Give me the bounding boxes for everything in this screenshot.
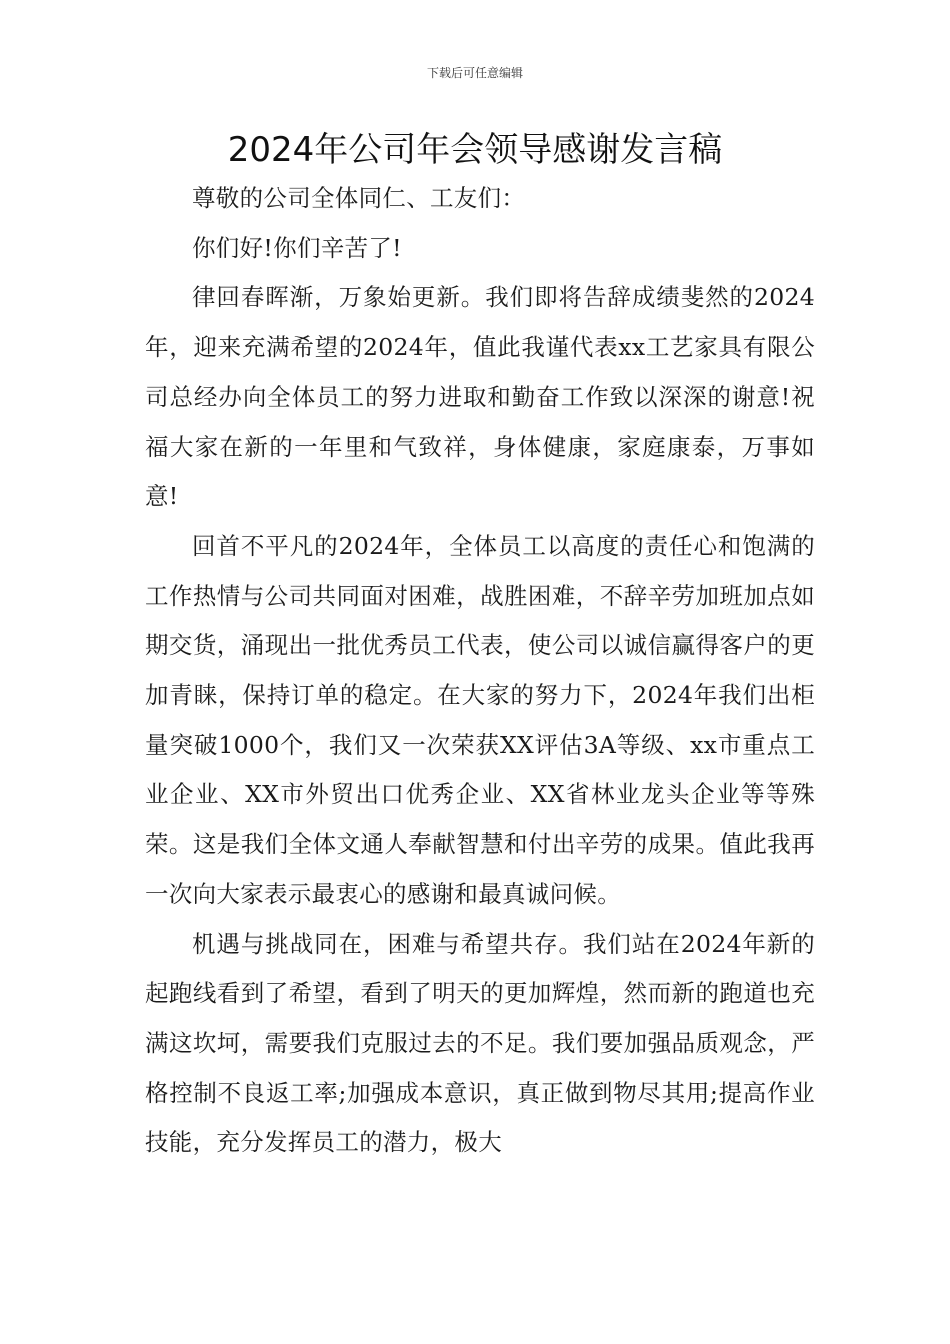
- document-title: 2024年公司年会领导感谢发言稿: [227, 130, 723, 170]
- paragraph: 回首不平凡的2024年，全体员工以高度的责任心和饱满的工作热情与公司共同面对困难，战胜困难，不辞辛劳加班加点如期交货，涌现出一批优秀员工代表，使公司以诚信赢得客户的更加青睐，保持订单的稳定。在大家的努力下，2024年我们出柜量突破1000个，我们又一次荣获XX评估3A等级、xx市重点工业企业、XX市外贸出口优秀企业、XX省林业龙头企业等等殊荣。这是我们全体文通人奉献智慧和付出辛劳的成果。值此我再一次向大家表示最衷心的感谢和最真诚问候。: [145, 531, 815, 908]
- paragraph-salutation: 你们好!你们辛苦了!: [192, 233, 402, 262]
- paragraph: 机遇与挑战同在，困难与希望共存。我们站在2024年新的起跑线看到了希望，看到了明天的更加辉煌，然而新的跑道也充满这坎坷，需要我们克服过去的不足。我们要加强品质观念，严格控制不良返工率;加强成本意识，真正做到物尽其用;提高作业技能，充分发挥员工的潜力，极大: [145, 929, 815, 1157]
- header-note: 下载后可任意编辑: [426, 66, 523, 80]
- paragraph: 律回春晖渐，万象始更新。我们即将告辞成绩斐然的2024年，迎来充满希望的2024年，值此我谨代表xx工艺家具有限公司总经办向全体员工的努力进取和勤奋工作致以深深的谢意!祝福大家在新的一年里和气致祥，身体健康，家庭康泰，万事如意!: [145, 283, 815, 511]
- document-body: [145, 174, 815, 1168]
- paragraph-greeting: 尊敬的公司全体同仁、工友们：: [192, 184, 526, 212]
